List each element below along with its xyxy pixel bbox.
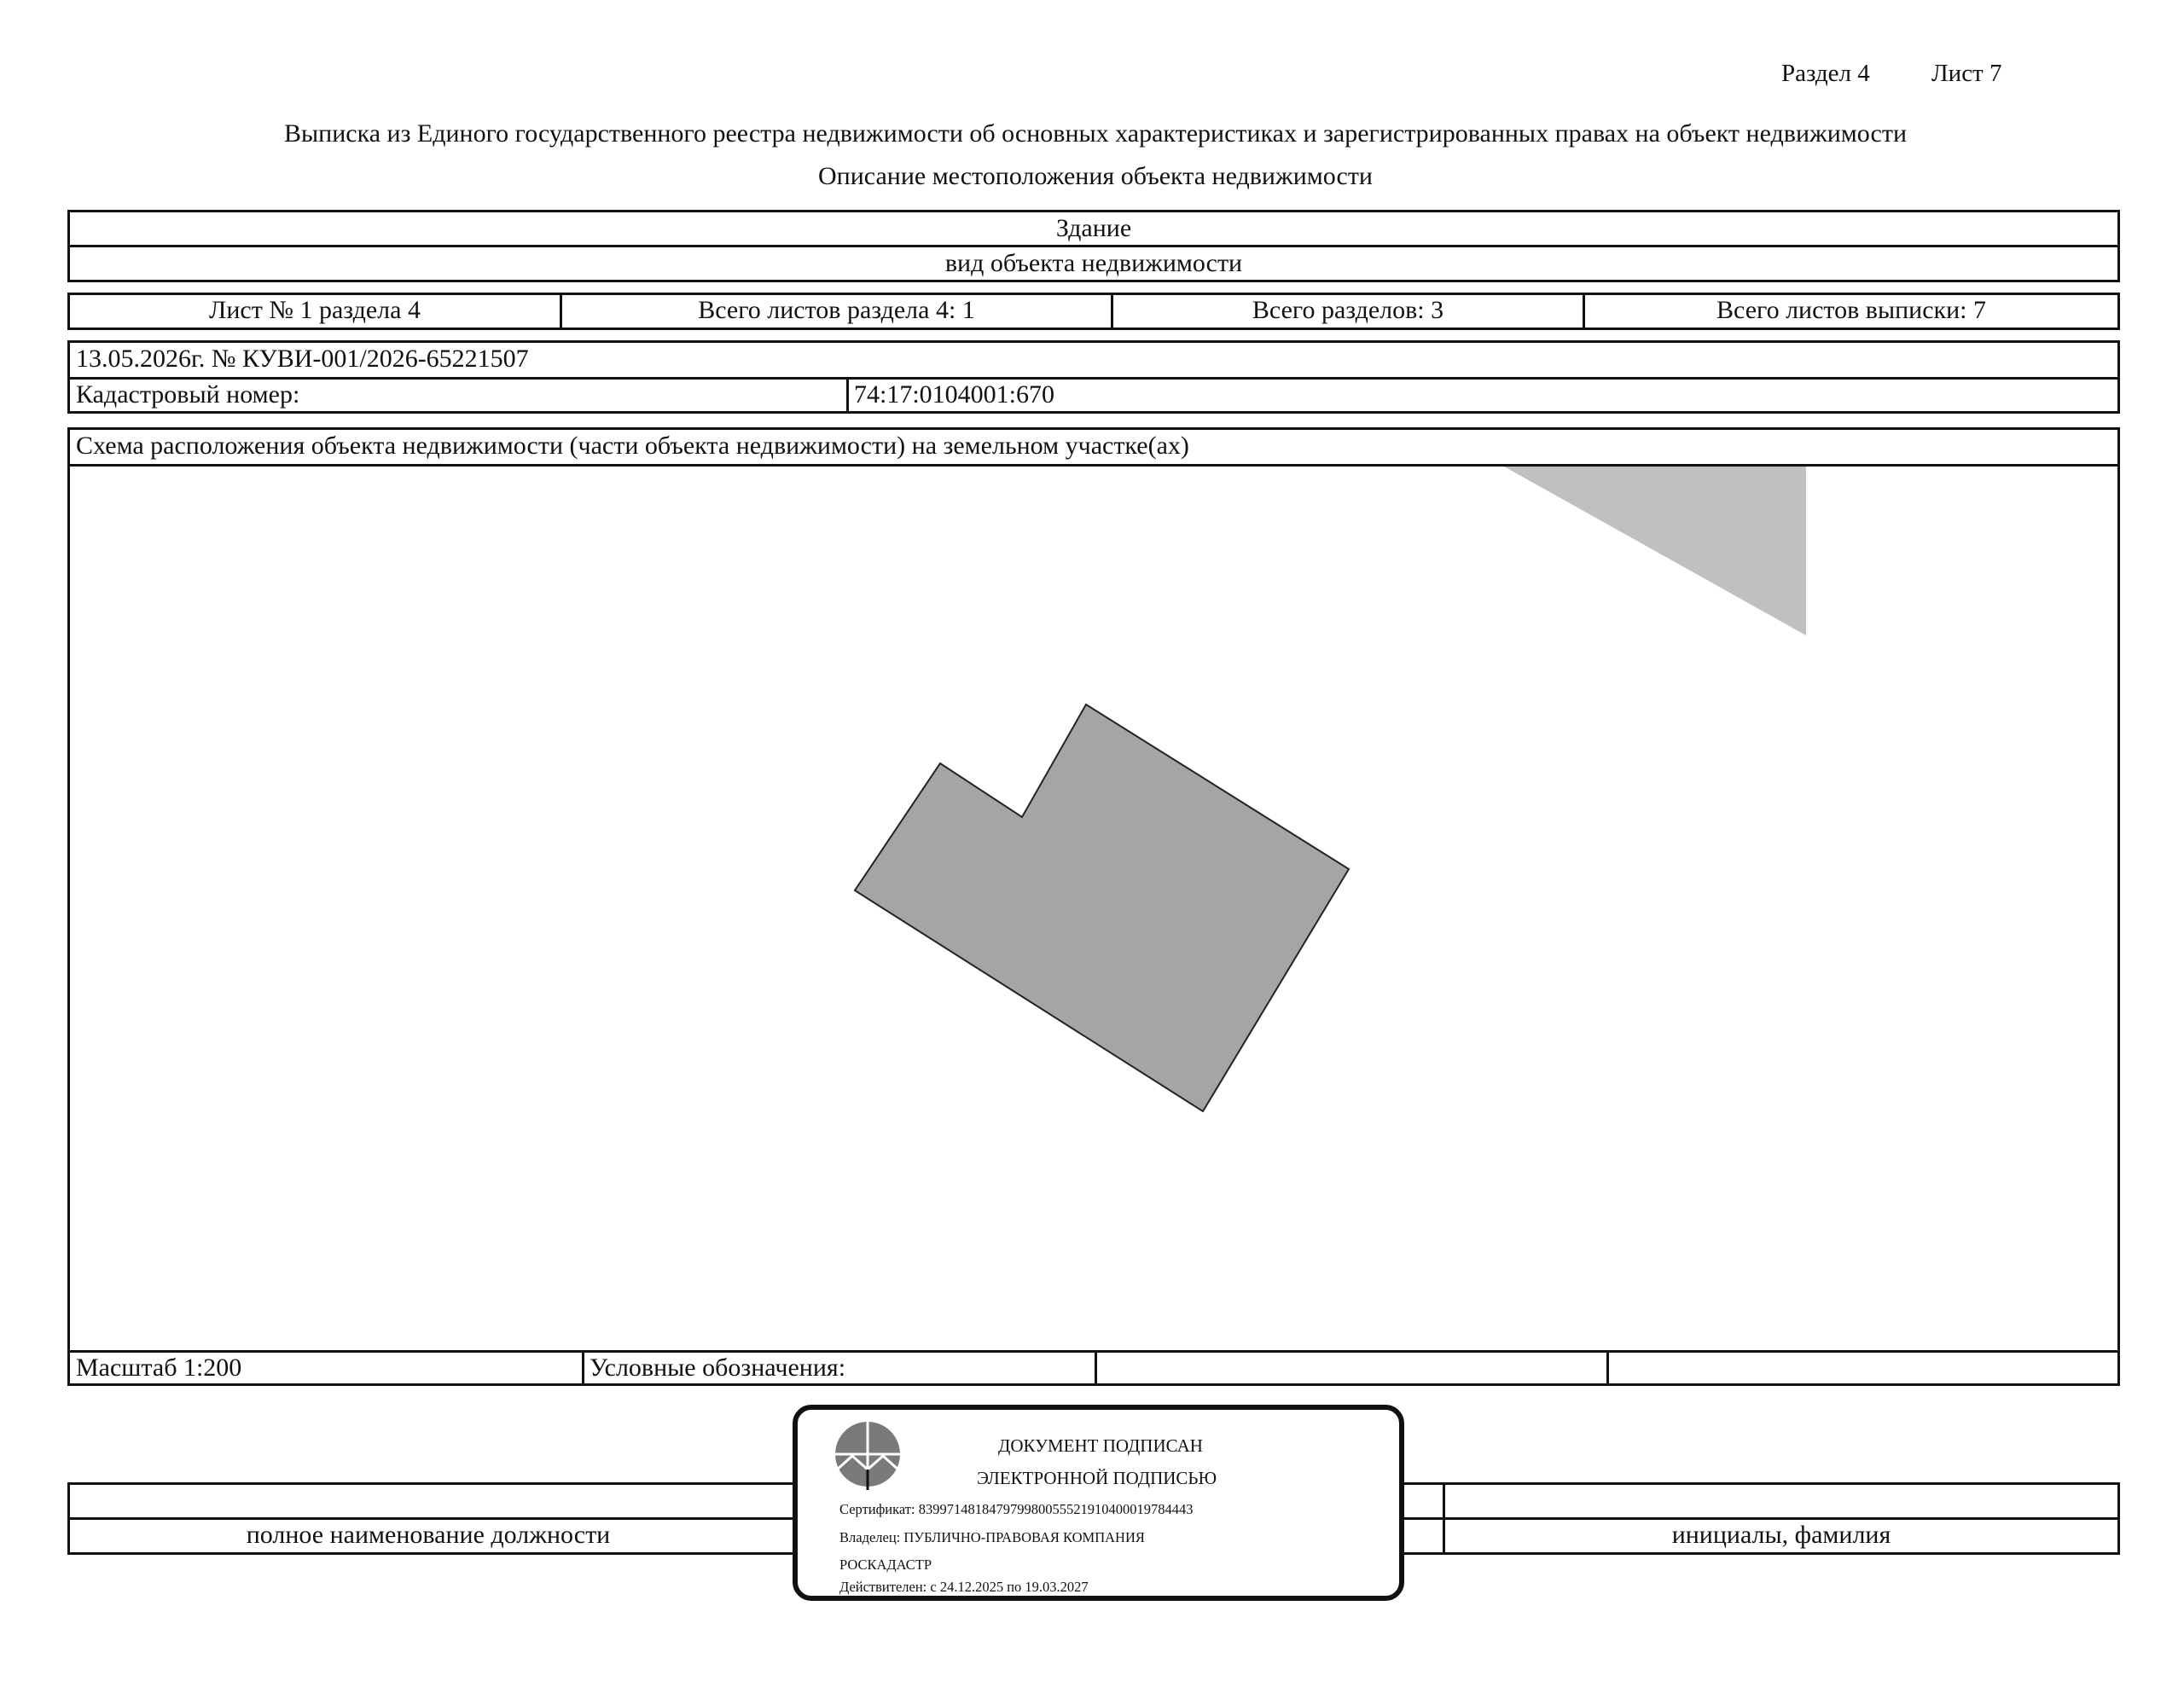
object-type-caption: вид объекта недвижимости	[944, 249, 1243, 277]
document-subtitle: Описание местоположения объекта недвижимости	[818, 162, 1373, 190]
stamp-title-line1: ДОКУМЕНТ ПОДПИСАН	[998, 1435, 1203, 1456]
position-caption: полное наименование должности	[246, 1521, 611, 1549]
name-caption: инициалы, фамилия	[1671, 1521, 1891, 1549]
scheme-drawing	[70, 467, 2117, 1350]
electronic-signature-stamp	[793, 1405, 1404, 1601]
scale-label: Масштаб 1:200	[76, 1354, 242, 1382]
cadastral-label: Кадастровый номер:	[76, 380, 300, 409]
object-type: Здание	[1055, 214, 1132, 242]
scheme-box	[67, 427, 2120, 1386]
stamp-owner: Владелец: ПУБЛИЧНО-ПРАВОВАЯ КОМПАНИЯ	[839, 1529, 1145, 1545]
section-label: Раздел 4	[1781, 60, 1870, 87]
stamp-title-line2: ЭЛЕКТРОННОЙ ПОДПИСЬЮ	[977, 1468, 1217, 1488]
stamp-owner-name: РОСКАДАСТР	[839, 1557, 932, 1573]
adjacent-parcel-shape	[1504, 467, 1806, 635]
stamp-validity: Действителен: с 24.12.2025 по 19.03.2027	[839, 1579, 1089, 1595]
sheet-label: Лист 7	[1931, 60, 2002, 87]
building-contour	[855, 704, 1349, 1111]
rosreestr-emblem-icon	[832, 1418, 903, 1490]
object-type-box	[67, 210, 2120, 282]
document-info-box	[67, 340, 2120, 414]
sheet-number: Лист № 1 раздела 4	[209, 296, 421, 324]
total-sheets-section: Всего листов раздела 4: 1	[698, 296, 975, 324]
document-title: Выписка из Единого государственного реестра недвижимости об основных характеристиках и зарегистрированных правах на объект недвижимости	[283, 119, 1907, 148]
date-number: 13.05.2026г. № КУВИ-001/2026-65221507	[76, 345, 529, 373]
sheet-info-row	[67, 293, 2120, 330]
legend-label: Условные обозначения:	[590, 1354, 846, 1382]
scheme-title: Схема расположения объекта недвижимости (части объекта недвижимости) на земельном участке(ах)	[76, 432, 1189, 460]
stamp-certificate: Сертификат: 839971481847979980055521910400019784443	[839, 1501, 1194, 1517]
cadastral-value: 74:17:0104001:670	[854, 380, 1055, 409]
total-sheets-extract: Всего листов выписки: 7	[1716, 296, 1986, 324]
total-sections: Всего разделов: 3	[1252, 296, 1444, 324]
